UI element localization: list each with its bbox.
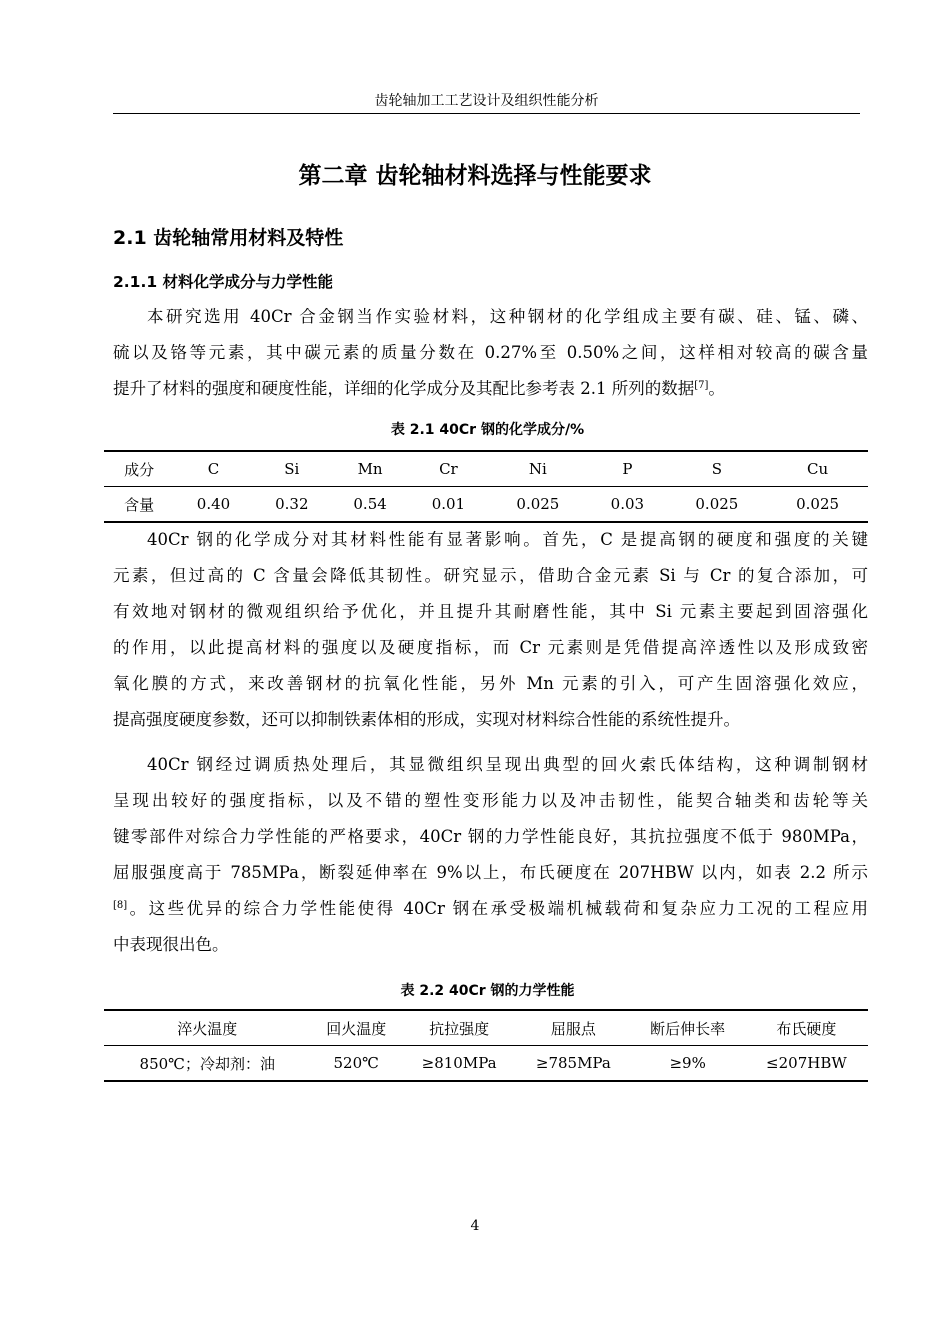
table-header-cell: Ni <box>488 451 589 487</box>
paragraph-line: 元素，但过高的 C 含量会降低其韧性。研究显示，借助合金元素 Si 与 Cr 的复合添加，可 <box>113 566 868 585</box>
table-header-cell: S <box>667 451 768 487</box>
mechanical-properties-table <box>104 1009 868 1082</box>
paragraph-text: 。 <box>708 379 725 398</box>
paragraph-line: 中表现很出色。 <box>113 935 229 954</box>
table-caption: 表 2.2 40Cr 钢的力学性能 <box>400 983 575 999</box>
table-cell: ≥810MPa <box>421 1054 497 1072</box>
table-header-cell: C <box>174 451 252 487</box>
paragraph-line: 提高强度硬度参数，还可以抑制铁素体相的形成，实现对材料综合性能的系统性提升。 <box>113 710 740 729</box>
paragraph-2 <box>113 522 868 738</box>
paragraph-line: 键零部件对综合力学性能的严格要求，40Cr 钢的力学性能良好，其抗拉强度不低于 980MPa， <box>113 827 868 846</box>
table-row <box>104 1046 868 1082</box>
table-header-cell: 淬火温度 <box>104 1010 310 1046</box>
table-header-cell: Cu <box>767 451 868 487</box>
citation-ref[interactable]: [8] <box>113 900 128 911</box>
paragraph-3 <box>113 747 868 963</box>
chapter-title: 第二章 齿轮轴材料选择与性能要求 <box>298 163 652 189</box>
table-cell: 0.025 <box>796 495 840 513</box>
table-header-cell: Si <box>253 451 331 487</box>
table-cell: ≥785MPa <box>535 1054 611 1072</box>
table-cell: ≤207HBW <box>766 1054 847 1072</box>
table-row <box>104 487 868 523</box>
citation-ref[interactable]: [7] <box>694 380 709 391</box>
table-cell: 0.40 <box>196 495 231 513</box>
running-header: 齿轮轴加工工艺设计及组织性能分析 <box>374 93 599 109</box>
table-cell: 0.54 <box>353 495 387 513</box>
paragraph-line: 的作用，以此提高材料的强度以及硬度指标，而 Cr 元素则是凭借提高淬透性以及形成致密 <box>113 638 868 657</box>
table-header-cell: 回火温度 <box>310 1010 402 1046</box>
table-cell: 520℃ <box>333 1054 379 1072</box>
paragraph-1 <box>113 299 868 407</box>
table-cell: 0.025 <box>516 495 560 513</box>
paragraph-line: 40Cr 钢经过调质热处理后，其显微组织呈现出典型的回火索氏体结构，这种调制钢材 <box>147 755 868 774</box>
paragraph-line: 氧化膜的方式，来改善钢材的抗氧化性能，另外 Mn 元素的引入，可产生固溶强化效应， <box>113 674 868 693</box>
paragraph-line: 硫以及铬等元素，其中碳元素的质量分数在 0.27%至 0.50%之间，这样相对较高的碳含量 <box>113 343 868 362</box>
table-cell: 0.025 <box>695 495 739 513</box>
paragraph-line: 40Cr 钢的化学成分对其材料性能有显著影响。首先，C 是提高钢的硬度和强度的关键 <box>147 530 868 549</box>
chemical-composition-table <box>104 450 868 523</box>
paragraph-line: 本研究选用 40Cr 合金钢当作实验材料，这种钢材的化学组成主要有碳、硅、锰、磷、 <box>147 307 868 326</box>
paragraph-line: 屈服强度高于 785MPa，断裂延伸率在 9%以上，布氏硬度在 207HBW 以内，如表 2.2 所示 <box>113 863 868 882</box>
table-cell: 含量 <box>124 495 155 514</box>
table-header-cell: 抗拉强度 <box>402 1010 516 1046</box>
table-cell: 0.32 <box>275 495 309 513</box>
table-header-row <box>104 1010 868 1046</box>
table-cell: ≥9% <box>669 1054 706 1072</box>
paragraph-line <box>113 371 868 407</box>
table-header-cell: 成分 <box>104 451 174 487</box>
table-cell: 850℃；冷却剂：油 <box>139 1054 275 1073</box>
paragraph-line: 呈现出较好的强度指标，以及不错的塑性变形能力以及冲击韧性，能契合轴类和齿轮等关 <box>113 791 868 810</box>
paragraph-text: 提升了材料的强度和硬度性能，详细的化学成分及其配比参考表 2.1 所列的数据 <box>113 379 695 398</box>
table-caption: 表 2.1 40Cr 钢的化学成分/% <box>390 422 585 438</box>
table-cell: 0.03 <box>610 495 645 513</box>
paragraph-line: 有效地对钢材的微观组织给予优化，并且提升其耐磨性能，其中 Si 元素主要起到固溶强化 <box>113 602 868 621</box>
table-cell: 0.01 <box>431 495 466 513</box>
table-header-cell: 布氏硬度 <box>745 1010 868 1046</box>
table-header-cell: Cr <box>409 451 487 487</box>
table-header-cell: 断后伸长率 <box>630 1010 744 1046</box>
table-header-cell: 屈服点 <box>516 1010 630 1046</box>
header-rule <box>113 113 860 114</box>
page-number: 4 <box>470 1218 480 1234</box>
table-header-cell: P <box>588 451 666 487</box>
paragraph-text: 。这些优异的综合力学性能使得 40Cr 钢在承受极端机械载荷和复杂应力工况的工程应用 <box>127 899 868 918</box>
paragraph-line <box>113 891 868 927</box>
table-header-cell: Mn <box>331 451 409 487</box>
table-header-row <box>104 451 868 487</box>
section-heading: 2.1 齿轮轴常用材料及特性 <box>113 227 344 249</box>
subsection-heading: 2.1.1 材料化学成分与力学性能 <box>113 273 334 291</box>
